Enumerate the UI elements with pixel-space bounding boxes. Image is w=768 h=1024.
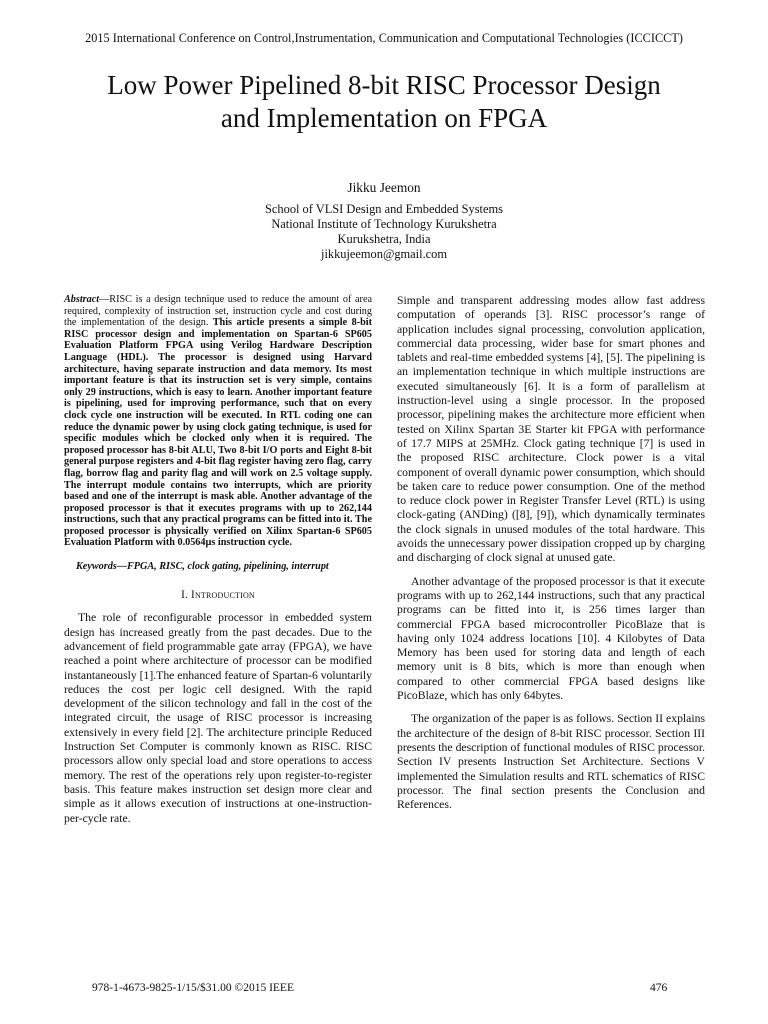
affiliation-line-1: School of VLSI Design and Embedded Systems xyxy=(265,202,503,216)
abstract-body: This article presents a simple 8-bit RISC processor design and implementation on Spartan-6 SP605 Evaluation Platform FPGA using Verilog Hardware Description Language (HDL). The processor is designed using Harvard architecture, having separate instruction and data memory. Its most important feature is that its instruction set is very simple, contains only 29 instructions, which is easy to learn. Another important feature is pipelining, used for improving performance, such that on every clock cycle one instruction will be executed. In RTL coding one can reduce the dynamic power by using clock gating technique, is used for specific modules which be clocked only when it is required. The proposed processor has 8-bit ALU, Two 8-bit I/O ports and Eight 8-bit general purpose registers and 4-bit flag register having zero flag, carry flag, borrow flag and parity flag and will work on 2.5 voltage supply. The interrupt module contains two interrupts, which are priority based and one of the interrupt is mask able. Another advantage of the proposed processor is that it executes programs with up to 262,144 instructions, such that any practical programs can be fitted into it. The proposed processor is physically verified on Xilinx Spartan-6 SP605 Evaluation Platform with 0.0564µs instruction cycle. xyxy=(64,317,372,549)
intro-paragraph-4: The organization of the paper is as follows. Section II explains the architecture of the design of 8-bit RISC processor. Section III presents the description of functional modules of RISC processor. Section IV presents Instruction Set Architecture. Sections V implemented the Simulation results and RTL schematics of RISC processor. The final section presents the Conclusion and References. xyxy=(397,712,705,812)
keywords: Keywords—FPGA, RISC, clock gating, pipelining, interrupt xyxy=(76,561,329,573)
author-email: jikkujeemon@gmail.com xyxy=(321,247,447,261)
abstract xyxy=(64,294,372,549)
paper-title xyxy=(30,69,738,135)
title-line-2: and Implementation on FPGA xyxy=(220,103,548,133)
left-column xyxy=(64,294,372,826)
affiliation-line-3: Kurukshetra, India xyxy=(337,232,431,246)
author-block xyxy=(184,180,584,262)
intro-paragraph-3: Another advantage of the proposed processor is that it execute programs with up to 262,144 instructions, such that any practical programs can be fitted into it, is 256 times larger than commercial FPGA based microcontroller PicoBlaze that is having only 1024 address locations [10]. 4 Kilobytes of Data Memory has been used for storing data and length of each memory unit is 8 bits, which is more than enough when compared to other commercial FPGA based designs like PicoBlaze, which has only 64bytes. xyxy=(397,574,705,703)
footer-copyright: 978-1-4673-9825-1/15/$31.00 ©2015 IEEE xyxy=(92,982,294,994)
section-number: I. xyxy=(181,589,189,602)
author-name: Jikku Jeemon xyxy=(347,180,421,195)
abstract-dash: — xyxy=(99,294,110,305)
section-heading-introduction xyxy=(64,588,372,602)
affiliation-line-2: National Institute of Technology Kurukshetra xyxy=(271,217,497,231)
right-column xyxy=(397,294,705,812)
abstract-first-sentence: RISC is a design technique used to reduce the amount of area required, complexity of instruction set, instruction cycle and cost during the implementation of the design. xyxy=(64,294,372,329)
footer-page-number: 476 xyxy=(650,982,668,994)
section-title: Introduction xyxy=(191,589,255,602)
title-line-1: Low Power Pipelined 8-bit RISC Processor Design xyxy=(107,70,661,100)
intro-paragraph-1: The role of reconfigurable processor in embedded system design has increased greatly from the past decades. Due to the advancement of field programmable gate array (FPGA), we have reached a point where architecture of processor can be modified instantaneously [1].The enhanced feature of Spartan-6 voluntarily reduces the cost per logic cell designed. With the rapid development of the silicon technology and fall in the cost of the integrated circuit, the usage of RISC processor is increasing extensively in every field [2]. The architecture principle Reduced Instruction Set Computer is commonly known as RISC. RISC processors allow only special load and store operations to access memory. The rest of the operations rely upon register-to-register basis. This feature makes instruction set design more clear and simple as it allows execution of instructions at one-instruction-per-cycle rate. xyxy=(64,611,372,825)
conference-header: 2015 International Conference on Control,Instrumentation, Communication and Computational Technologies (ICCICCT) xyxy=(85,31,683,45)
abstract-label: Abstract xyxy=(64,294,100,305)
intro-paragraph-2: Simple and transparent addressing modes allow fast address computation of operands [3]. RISC processor’s range of application includes signal processing, convolution application, commercial data processing, wider base for smart phones and tablets and real-time embedded systems [4], [5]. The pipelining is an implementation technique in which multiple instructions are executed simultaneously [6]. It is a form of parallelism at instruction-level using a single processor. In the proposed processor, pipelining makes the architecture more efficient when tested on Xilinx Spartan 3E Starter kit FPGA with performance of 17.7 MIPS at 25MHz. Clock gating technique [7] is used in the proposed RISC architecture. Clock power is a vital component of overall dynamic power consumption, which should be taken care to reduce power consumption. One of the method to reduce clock power in Register Transfer Level (RTL) is using clock-gating (ANDing) ([8], [9]), which dynamically terminates the clock signals in unused modules of the total hardware. This avoids the unnecessary power dissipation cropped up by charging and discharging of clock signal at unused gate. xyxy=(397,294,705,565)
